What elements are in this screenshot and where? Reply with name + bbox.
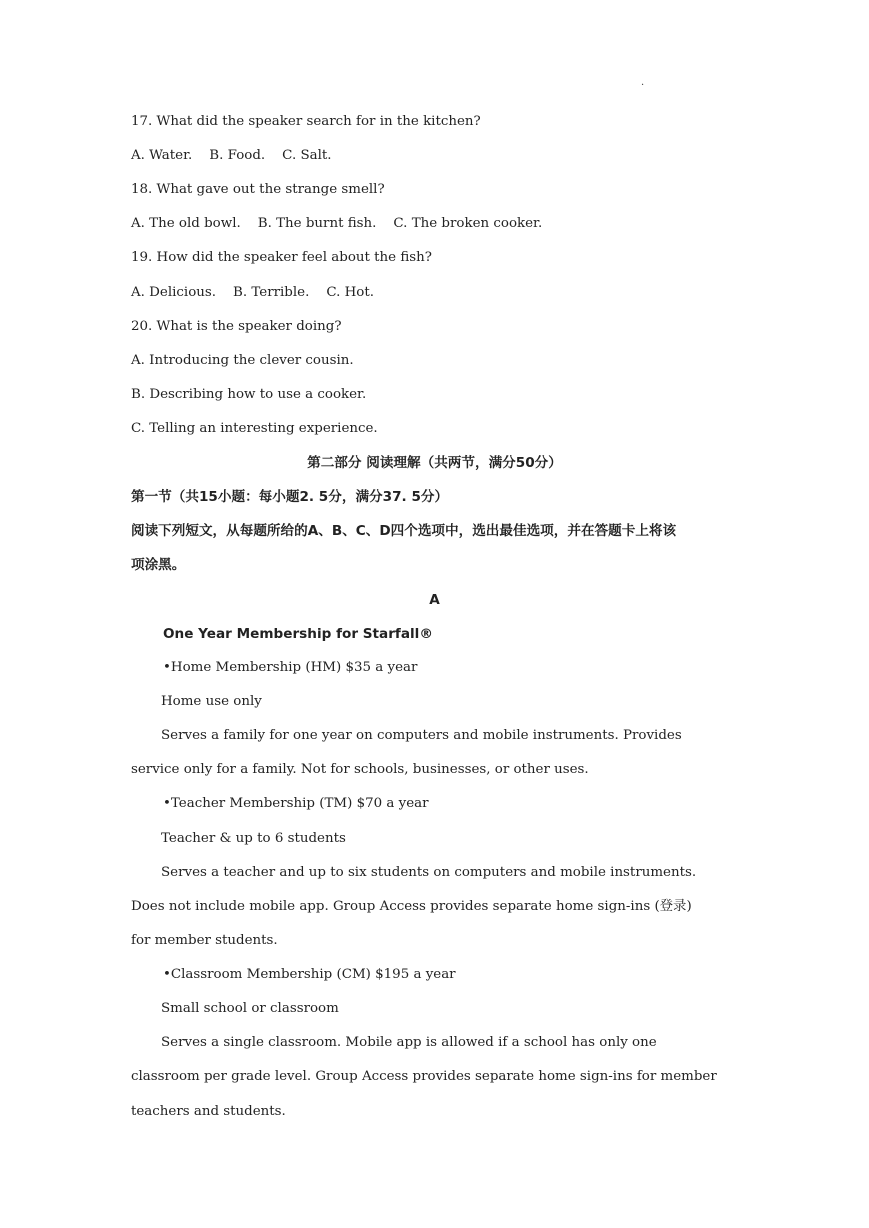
instruction-line-1: 阅读下列短文，从每题所给的A、B、C、D四个选项中，选出最佳选项，并在答题卡上将该 <box>131 523 677 539</box>
home-membership-desc-2: service only for a family. Not for schools, businesses, or other uses. <box>131 762 589 777</box>
classroom-membership-desc-3: teachers and students. <box>131 1104 286 1119</box>
question-17: 17. What did the speaker search for in the kitchen? <box>131 114 481 129</box>
teacher-membership-bullet: •Teacher Membership (TM) $70 a year <box>163 796 429 811</box>
question-18: 18. What gave out the strange smell? <box>131 182 385 197</box>
part2-heading: 第二部分 阅读理解（共两节，满分50分） <box>307 455 562 471</box>
classroom-membership-desc-1: Serves a single classroom. Mobile app is allowed if a school has only one <box>161 1035 657 1050</box>
teacher-membership-desc-2: Does not include mobile app. Group Access provides separate home sign-ins (登录) <box>131 899 692 914</box>
home-membership-desc-1: Serves a family for one year on computers and mobile instruments. Provides <box>161 728 682 743</box>
section1-heading: 第一节（共15小题：每小题2. 5分，满分37. 5分） <box>131 489 449 505</box>
classroom-membership-desc-2: classroom per grade level. Group Access provides separate home sign-ins for member <box>131 1069 717 1084</box>
question-20: 20. What is the speaker doing? <box>131 319 342 334</box>
question-19: 19. How did the speaker feel about the fish? <box>131 250 432 265</box>
classroom-membership-bullet: •Classroom Membership (CM) $195 a year <box>163 967 456 982</box>
question-18-options: A. The old bowl. B. The burnt fish. C. The broken cooker. <box>131 216 543 231</box>
home-membership-bullet: •Home Membership (HM) $35 a year <box>163 660 418 675</box>
teacher-membership-desc-1: Serves a teacher and up to six students on computers and mobile instruments. <box>161 865 697 880</box>
passage-letter: A <box>429 592 440 608</box>
teacher-membership-subtitle: Teacher & up to 6 students <box>161 831 346 846</box>
instruction-line-2: 项涂黑。 <box>131 557 186 573</box>
question-20-option-a: A. Introducing the clever cousin. <box>131 353 354 368</box>
question-19-options: A. Delicious. B. Terrible. C. Hot. <box>131 285 375 300</box>
home-membership-subtitle: Home use only <box>161 694 262 709</box>
teacher-membership-desc-3: for member students. <box>131 933 278 948</box>
question-20-option-c: C. Telling an interesting experience. <box>131 421 378 436</box>
question-20-option-b: B. Describing how to use a cooker. <box>131 387 367 402</box>
header-mark: · <box>641 80 645 91</box>
classroom-membership-subtitle: Small school or classroom <box>161 1001 339 1016</box>
passage-title: One Year Membership for Starfall® <box>163 626 433 642</box>
question-17-options: A. Water. B. Food. C. Salt. <box>131 148 332 163</box>
